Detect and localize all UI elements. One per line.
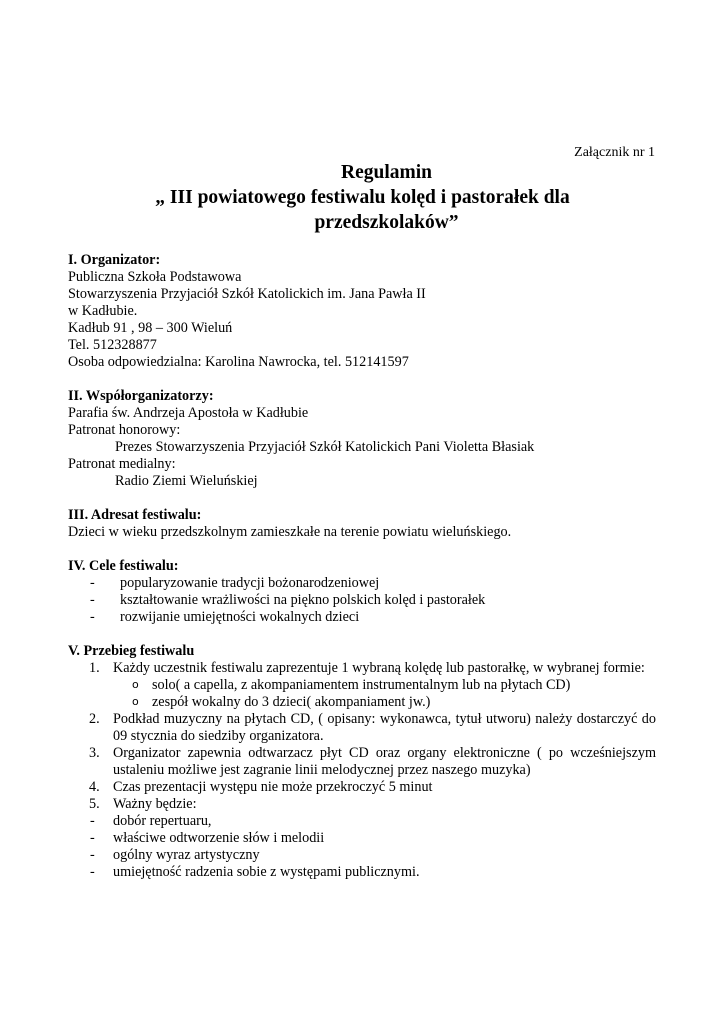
organizer-line: Publiczna Szkoła Podstawowa (68, 269, 242, 285)
media-patron-label: Patronat medialny: (68, 456, 176, 472)
criterion-text: umiejętność radzenia sobie z występami publicznymi. (113, 864, 420, 880)
criterion-text: ogólny wyraz artystyczny (113, 847, 260, 863)
goal-text: popularyzowanie tradycji bożonarodzeniowej (120, 575, 380, 591)
list-item (68, 694, 656, 711)
dash-marker: - (90, 575, 95, 591)
list-item (68, 745, 656, 779)
section-coorganizers (68, 388, 656, 490)
organizer-line: Stowarzyszenia Przyjaciół Szkół Katolickich im. Jana Pawła II (68, 286, 426, 302)
list-item (68, 592, 656, 609)
organizer-line: w Kadłubie. (68, 303, 138, 319)
section-goals (68, 558, 656, 626)
number-marker: 5. (89, 796, 100, 812)
dash-marker: - (90, 592, 95, 608)
course-item-text: Organizator zapewnia odtwarzacz płyt CD oraz organy elektroniczne ( po wcześniejszym ustaleniu możliwe jest zagranie linii melodycznej przez naszego muzyka) (113, 745, 656, 778)
honorary-patron-value: Prezes Stowarzyszenia Przyjaciół Szkół Katolickich Pani Violetta Błasiak (115, 439, 535, 455)
document-title (0, 160, 725, 235)
parish-line: Parafia św. Andrzeja Apostoła w Kadłubie (68, 405, 309, 421)
document-body (68, 252, 656, 898)
circle-marker: o (132, 678, 139, 691)
section-heading: IV. Cele festiwalu: (68, 558, 179, 574)
section-audience (68, 507, 656, 541)
form-option-text: zespół wokalny do 3 dzieci( akompaniament jw.) (152, 694, 431, 710)
list-item (68, 779, 656, 796)
course-item-text: Każdy uczestnik festiwalu zaprezentuje 1 wybraną kolędę lub pastorałkę, w wybranej formie: (113, 660, 645, 676)
course-item-text: Czas prezentacji występu nie może przekroczyć 5 minut (113, 779, 433, 795)
section-course (68, 643, 656, 881)
dash-marker: - (90, 847, 95, 863)
section-heading: III. Adresat festiwalu: (68, 507, 202, 523)
list-item (68, 813, 656, 830)
annex-label: Załącznik nr 1 (574, 145, 655, 160)
list-item (68, 609, 656, 626)
dash-marker: - (90, 864, 95, 880)
organizer-line: Kadłub 91 , 98 – 300 Wieluń (68, 320, 233, 336)
dash-marker: - (90, 813, 95, 829)
organizer-line: Tel. 512328877 (68, 337, 157, 353)
audience-text: Dzieci w wieku przedszkolnym zamieszkałe na terenie powiatu wieluńskiego. (68, 524, 512, 540)
list-item (68, 796, 656, 813)
number-marker: 4. (89, 779, 100, 795)
goal-text: kształtowanie wrażliwości na piękno polskich kolęd i pastorałek (120, 592, 486, 608)
criterion-text: właściwe odtworzenie słów i melodii (113, 830, 325, 846)
list-item (68, 830, 656, 847)
list-item (68, 847, 656, 864)
section-heading: V. Przebieg festiwalu (68, 643, 195, 659)
course-item-text: Podkład muzyczny na płytach CD, ( opisany: wykonawca, tytuł utworu) należy dostarczyć do 09 stycznia do siedziby organizatora. (113, 711, 656, 744)
form-option-text: solo( a capella, z akompaniamentem instrumentalnym lub na płytach CD) (152, 677, 571, 693)
section-organizer (68, 252, 656, 371)
number-marker: 1. (89, 660, 100, 676)
list-item (68, 711, 656, 745)
circle-marker: o (132, 695, 139, 708)
goal-text: rozwijanie umiejętności wokalnych dzieci (120, 609, 360, 625)
criterion-text: dobór repertuaru, (113, 813, 212, 829)
course-item-text: Ważny będzie: (113, 796, 197, 812)
title-line-1: Regulamin (340, 162, 432, 183)
list-item (68, 660, 656, 677)
section-heading: II. Współorganizatorzy: (68, 388, 214, 404)
list-item (68, 864, 656, 881)
media-patron-value: Radio Ziemi Wieluńskiej (115, 473, 258, 489)
list-item (68, 575, 656, 592)
number-marker: 2. (89, 711, 100, 727)
organizer-line: Osoba odpowiedzialna: Karolina Nawrocka, tel. 512141597 (68, 354, 409, 370)
honorary-patron-label: Patronat honorowy: (68, 422, 181, 438)
section-heading: I. Organizator: (68, 252, 161, 268)
dash-marker: - (90, 830, 95, 846)
title-line-2: „ III powiatowego festiwalu kolęd i pastorałek dla (155, 187, 570, 208)
title-line-3: przedszkolaków” (314, 212, 459, 233)
number-marker: 3. (89, 745, 100, 761)
list-item (68, 677, 656, 694)
dash-marker: - (90, 609, 95, 625)
